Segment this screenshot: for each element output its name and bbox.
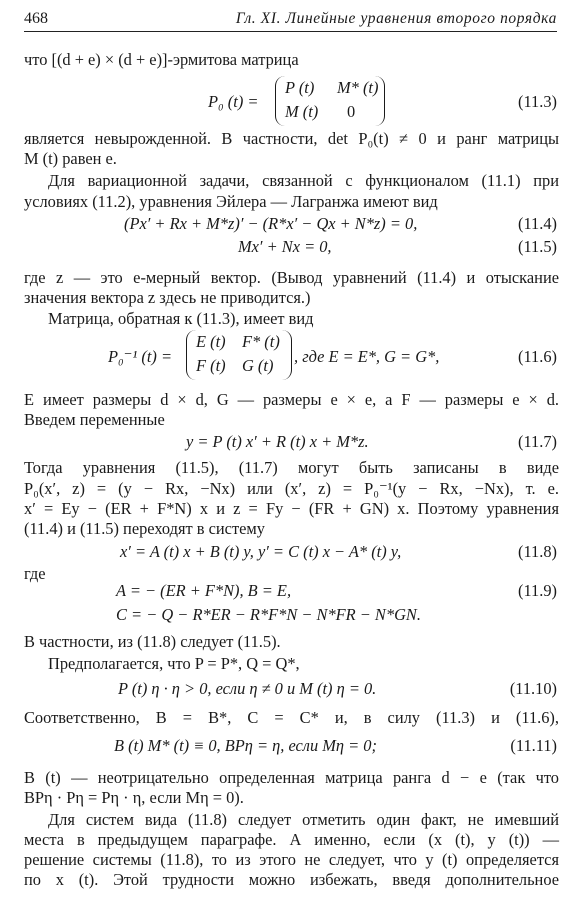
text-line: В частности, из (11.8) следует (11.5). — [24, 632, 281, 651]
text-line: места в предыдущем параграфе. А именно, если (x (t), y (t)) — — [24, 830, 559, 849]
text-line: P₀(x′, z) = (y − Rx, −Nx) или (x′, z) = P₀⁻¹(y − Rx, −Nx), т. е. — [24, 479, 559, 498]
text-line: Для вариационной задачи, связанной с функционалом (11.1) при — [48, 171, 559, 190]
equation-number: (11.4) — [518, 214, 557, 233]
text-line: где — [24, 564, 46, 583]
equation-number: (11.6) — [518, 347, 557, 366]
matrix-cell: F* (t) — [242, 332, 280, 351]
matrix-cell: M (t) — [285, 102, 319, 121]
matrix-cell: G (t) — [242, 356, 274, 375]
matrix-cell: 0 — [347, 102, 356, 121]
text-line: является невырожденной. В частности, det P₀(t) ≠ 0 и ранг матрицы — [24, 129, 559, 148]
text-line: Предполагается, что P = P*, Q = Q*, — [48, 654, 300, 673]
matrix-p0 — [275, 76, 385, 126]
page-header — [24, 9, 557, 32]
matrix-cell: E (t) — [196, 332, 226, 351]
equation-11-6-lhs: P₀⁻¹ (t) = — [108, 347, 173, 366]
right-paren — [282, 330, 292, 380]
matrix-cell: M* (t) — [337, 78, 379, 97]
equation-11-8: x′ = A (t) x + B (t) y, y′ = C (t) x − A* (t) y, — [120, 542, 402, 561]
equation-11-9b: C = − Q − R*ER − R*F*N − N*FR − N*GN. — [116, 605, 421, 624]
equation-11-9a: A = − (ER + F*N), B = E, — [116, 581, 292, 600]
text-line: условиях (11.2), уравнения Эйлера — Лагранжа имеют вид — [24, 192, 438, 211]
text-line: по x (t). Этой трудности можно избежать, введя дополнительное — [24, 870, 559, 889]
text-line: B (t) — неотрицательно определенная матрица ранга d − e (так что — [24, 768, 559, 787]
text-line: Соответственно, B = B*, C = C* и, в силу (11.3) и (11.6), — [24, 708, 559, 727]
text-line: Для систем вида (11.8) следует отметить один факт, не имевший — [48, 810, 559, 829]
text-line: Введем переменные — [24, 410, 165, 429]
equation-11-6-rhs: , где E = E*, G = G*, — [294, 347, 440, 366]
equation-number: (11.9) — [518, 581, 557, 600]
equation-number: (11.8) — [518, 542, 557, 561]
equation-number: (11.7) — [518, 432, 557, 451]
right-paren — [375, 76, 385, 126]
running-title: Гл. XI. Линейные уравнения второго порядка — [235, 10, 557, 27]
equation-11-10: P (t) η · η > 0, если η ≠ 0 и M (t) η = 0. — [118, 679, 377, 698]
text-line: что [(d + e) × (d + e)]-эрмитова матрица — [24, 50, 299, 69]
text-line: значения вектора z здесь не приводится.) — [24, 288, 311, 307]
matrix-cell: F (t) — [196, 356, 226, 375]
equation-11-5: Mx′ + Nx = 0, — [238, 237, 332, 256]
text-line: где z — это e-мерный вектор. (Вывод уравнений (11.4) и отыскание — [24, 268, 559, 287]
equation-11-7: y = P (t) x′ + R (t) x + M*z. — [186, 432, 369, 451]
left-paren — [186, 330, 196, 380]
text-line: E имеет размеры d × d, G — размеры e × e, а F — размеры e × d. — [24, 390, 559, 409]
equation-number: (11.3) — [518, 92, 557, 111]
text-line: BPη · Pη = Pη · η, если Mη = 0). — [24, 788, 244, 807]
text-line: Матрица, обратная к (11.3), имеет вид — [48, 309, 314, 328]
text-line: решение системы (11.8), то из этого не следует, что y (t) определяется — [24, 850, 559, 869]
page-number: 468 — [24, 10, 48, 27]
equation-number: (11.11) — [510, 736, 557, 755]
text-line: M (t) равен e. — [24, 149, 117, 168]
matrix-cell: P (t) — [285, 78, 315, 97]
text-line: x′ = Ey − (ER + F*N) x и z = Fy − (FR + GN) x. Поэтому уравнения — [24, 499, 559, 518]
left-paren — [275, 76, 285, 126]
equation-11-3-lhs: P₀ (t) = — [208, 92, 259, 111]
text-line: (11.4) и (11.5) переходят в систему — [24, 519, 265, 538]
text-line: Тогда уравнения (11.5), (11.7) могут быть записаны в виде — [24, 458, 559, 477]
equation-11-4: (Px′ + Rx + M*z)′ − (R*x′ − Qx + N*z) = 0, — [124, 214, 418, 233]
equation-number: (11.5) — [518, 237, 557, 256]
matrix-p0-inverse — [186, 330, 292, 380]
equation-number: (11.10) — [509, 679, 557, 698]
equation-11-11: B (t) M* (t) ≡ 0, BPη = η, если Mη = 0; — [114, 736, 377, 755]
